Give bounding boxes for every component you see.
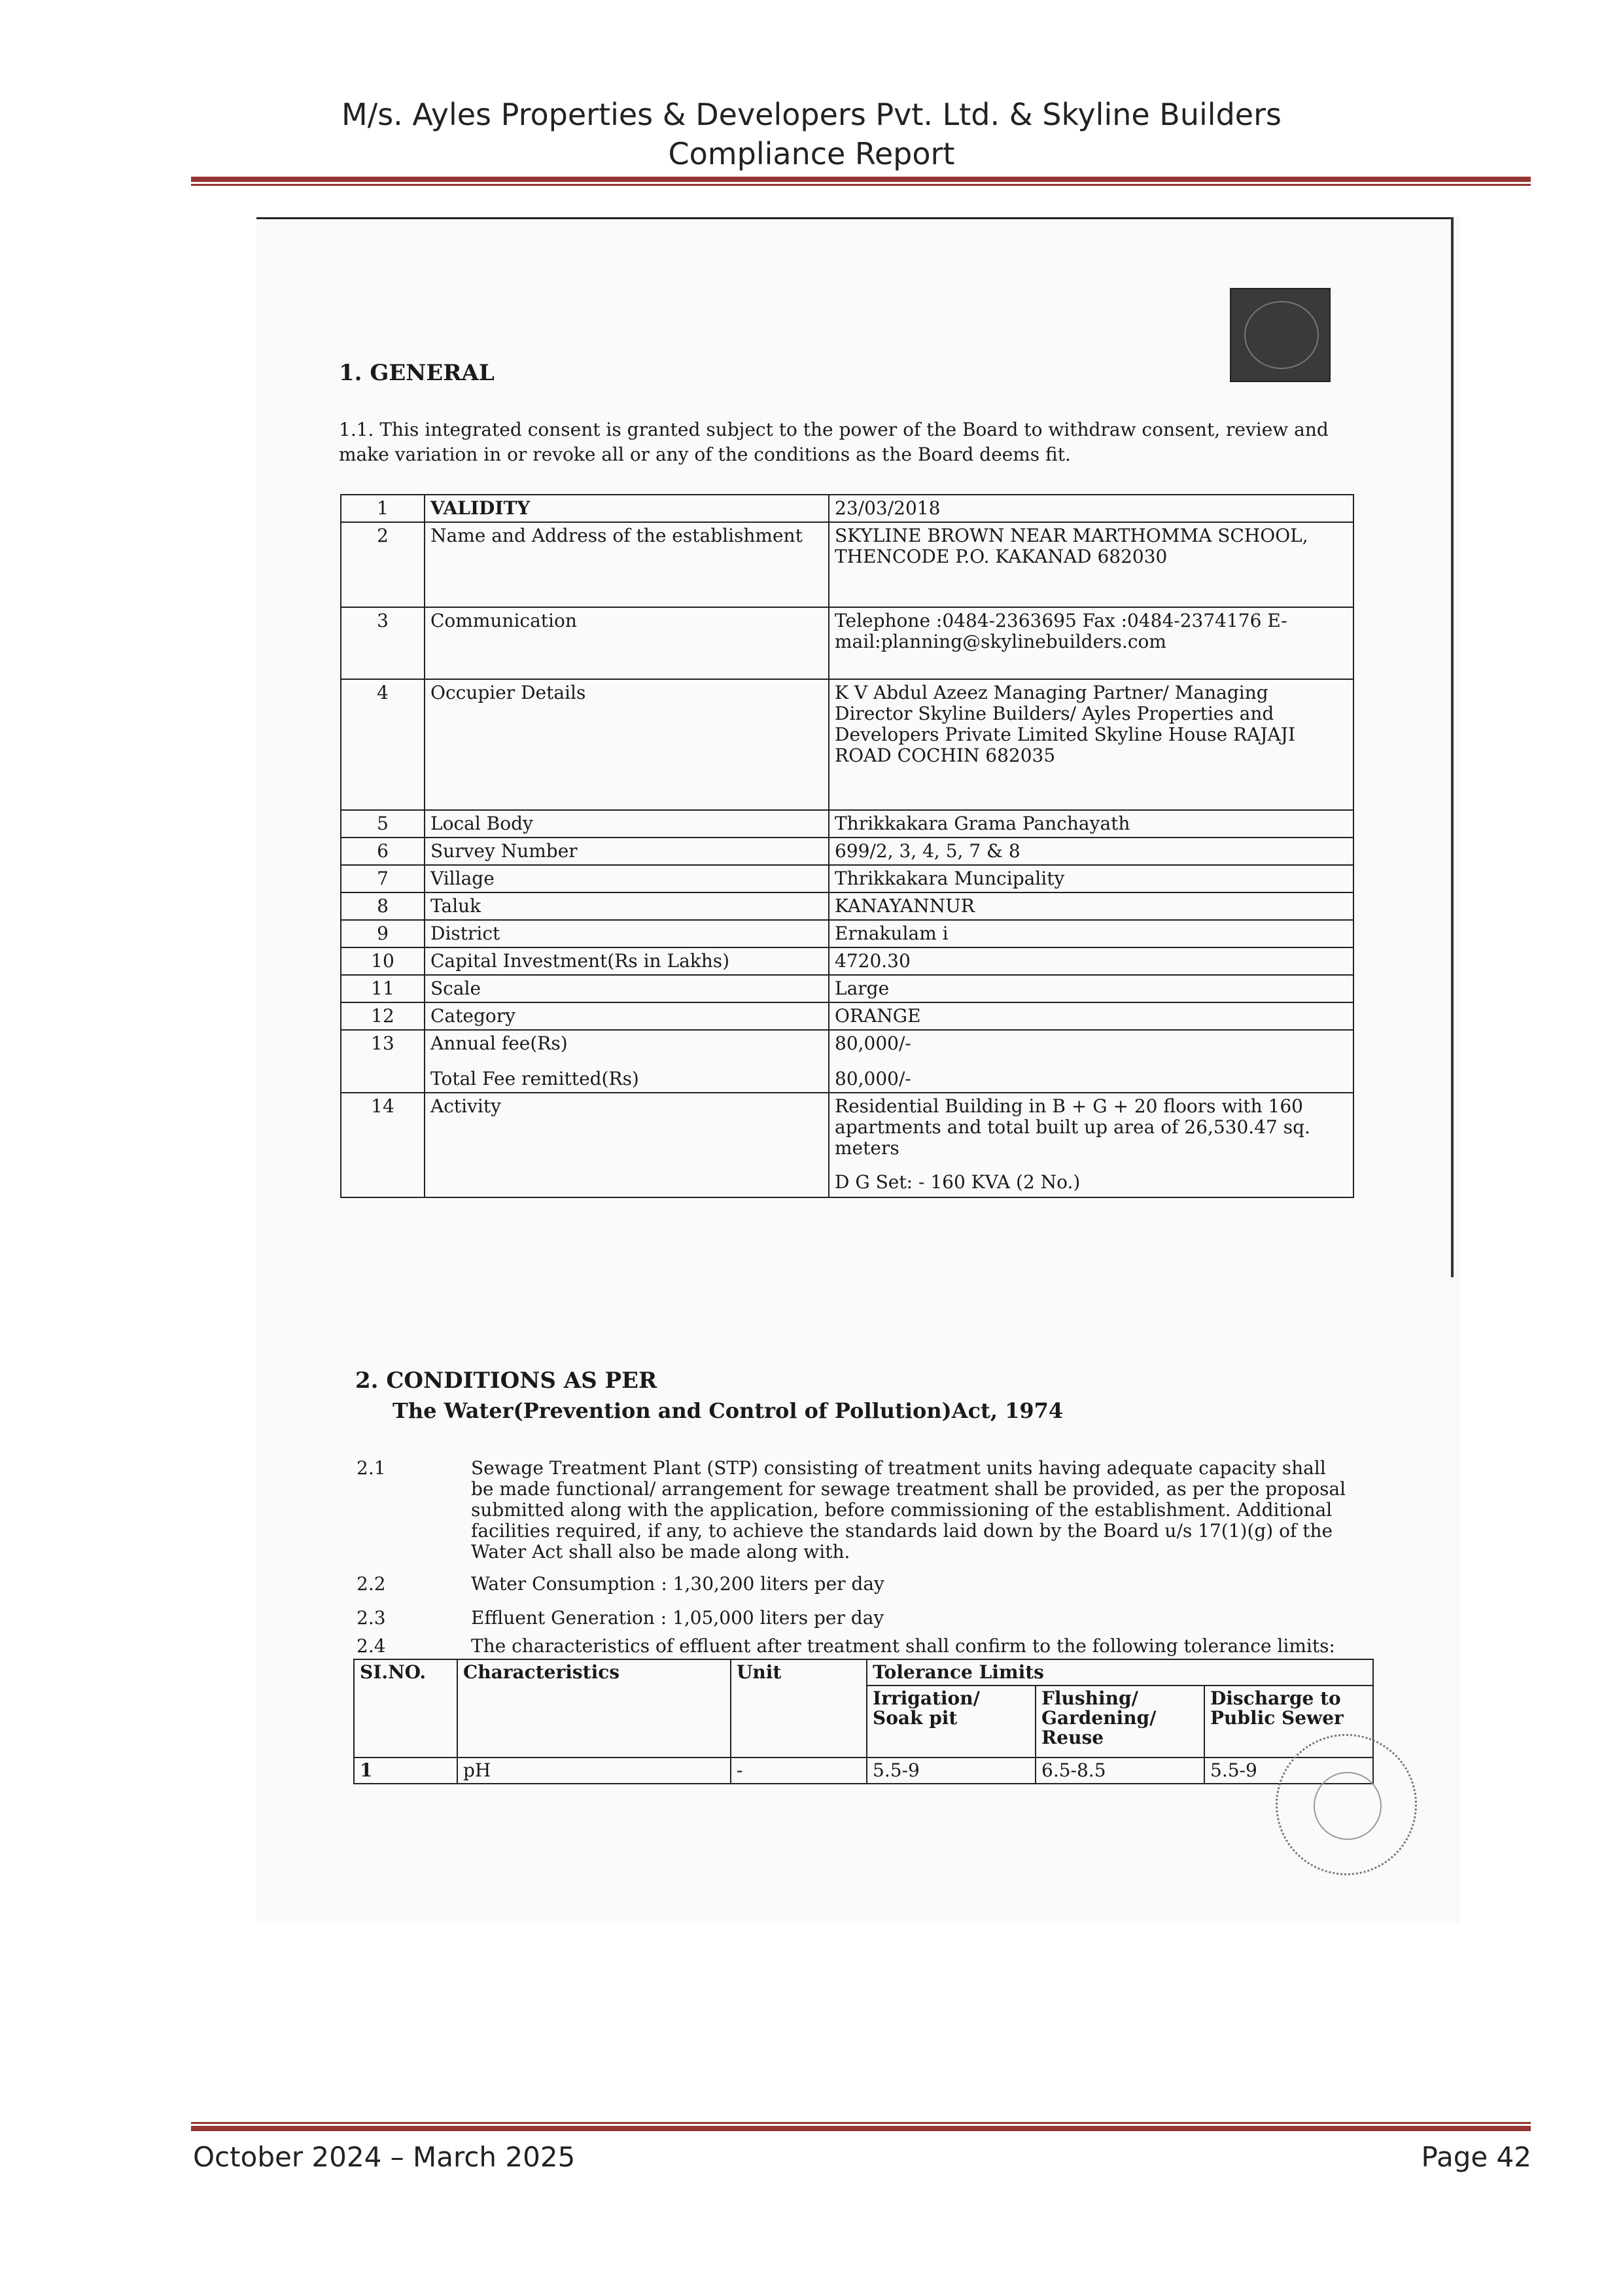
col-header-flushing: Flushing/ Gardening/ Reuse [1036,1686,1204,1757]
row-value: 4720.30 [829,947,1353,975]
report-header-title: M/s. Ayles Properties & Developers Pvt. Ltd. & Skyline Builders [341,97,1282,132]
table-row [341,975,1353,1002]
row-value: Telephone :0484-2363695 Fax :0484-2374176 E-mail:planning@skylinebuilders.com [829,607,1353,679]
row-number: 13 [341,1030,425,1093]
tolerance-limits-table [353,1659,1374,1784]
condition-item [357,1608,1364,1634]
row-value: KANAYANNUR [829,892,1353,920]
row-number: 6 [341,838,425,865]
row-value: Thrikkakara Muncipality [829,865,1353,892]
footer-period: October 2024 – March 2025 [193,2141,576,2173]
condition-item [357,1458,1364,1563]
row-value-pair [829,1093,1353,1197]
row-label-secondary: Total Fee remitted(Rs) [430,1068,639,1089]
row-number: 14 [341,1093,425,1197]
section-general-title: 1. GENERAL [339,360,495,386]
row-value: Large [829,975,1353,1002]
row-number: 8 [341,892,425,920]
scan-border-top [256,217,1454,219]
section-general-intro: 1.1. This integrated consent is granted subject to the power of the Board to withdraw consent, review and make variation in or revoke all or any of the conditions as the Board deems fit. [339,419,1329,465]
cell-flushing: 6.5-8.5 [1036,1757,1204,1784]
row-number: 3 [341,607,425,679]
row-label: Communication [425,607,829,679]
scan-border-right [1451,217,1454,1277]
row-label: Activity [425,1093,829,1197]
condition-text: Effluent Generation : 1,05,000 liters per day [471,1607,884,1629]
row-value-secondary: 80,000/- [835,1068,911,1089]
row-value: SKYLINE BROWN NEAR MARTHOMMA SCHOOL, THENCODE P.O. KAKANAD 682030 [829,522,1353,607]
table-row [354,1757,1373,1784]
row-label: Occupier Details [425,679,829,810]
row-label: VALIDITY [425,495,829,522]
table-row [341,522,1353,607]
cell-discharge: 5.5-9 [1204,1757,1373,1784]
table-row [341,495,1353,522]
row-value: Thrikkakara Grama Panchayath [829,810,1353,838]
cell-irrigation: 5.5-9 [867,1757,1036,1784]
row-number: 5 [341,810,425,838]
table-row [341,810,1353,838]
row-value-pair [829,1030,1353,1093]
board-seal-image [1230,288,1331,382]
col-header-unit: Unit [731,1659,867,1757]
table-header-row [354,1659,1373,1686]
row-number: 4 [341,679,425,810]
round-stamp-image [1276,1734,1417,1875]
row-label: Scale [425,975,829,1002]
row-number: 7 [341,865,425,892]
row-value: ORANGE [829,1002,1353,1030]
col-header-slno: SI.NO. [354,1659,457,1757]
row-value: 699/2, 3, 4, 5, 7 & 8 [829,838,1353,865]
row-value: 23/03/2018 [829,495,1353,522]
row-label: District [425,920,829,947]
row-label: Local Body [425,810,829,838]
condition-number: 2.2 [357,1573,386,1595]
col-header-irrigation: Irrigation/ Soak pit [867,1686,1036,1757]
section-conditions-subtitle: The Water(Prevention and Control of Pollution)Act, 1974 [393,1398,1064,1423]
condition-text: The characteristics of effluent after treatment shall confirm to the following tolerance limits: [471,1635,1335,1657]
condition-text: Sewage Treatment Plant (STP) consisting of treatment units having adequate capacity shall be made functional/ arrangement for sewage treatment shall be provided, as per the proposal submitted along with the application, before commissioning of the establishment. Additional facilities required, if any, to achieve the standards laid down by the Board u/s 17(1)(g) of the Water Act shall also be made along with. [471,1457,1346,1563]
table-row [341,1030,1353,1093]
row-value: Ernakulam i [829,920,1353,947]
row-label: Annual fee(Rs) [430,1033,568,1054]
row-label: Name and Address of the establishment [425,522,829,607]
table-row [341,865,1353,892]
footer-rule [191,2126,1531,2131]
report-header-subtitle: Compliance Report [668,136,955,171]
table-row [341,1002,1353,1030]
footer-rule-thin [191,2122,1531,2124]
col-header-characteristics: Characteristics [457,1659,731,1757]
condition-item [357,1636,1364,1662]
row-label-pair [425,1030,829,1093]
cell-slno: 1 [354,1757,457,1784]
row-value-secondary: D G Set: - 160 KVA (2 No.) [835,1171,1081,1193]
condition-number: 2.1 [357,1457,386,1479]
row-label: Category [425,1002,829,1030]
table-row [341,838,1353,865]
table-row [341,607,1353,679]
table-row [341,892,1353,920]
row-label: Taluk [425,892,829,920]
row-value: 80,000/- [835,1033,911,1054]
row-value: Residential Building in B + G + 20 floors with 160 apartments and total built up area of 26,530.47 sq. meters [835,1095,1310,1159]
footer-page-number: Page 42 [1421,2141,1531,2173]
row-number: 9 [341,920,425,947]
row-number: 12 [341,1002,425,1030]
header-rule [191,177,1531,182]
condition-item [357,1574,1364,1600]
consent-details-table [340,494,1354,1198]
section-conditions-title: 2. CONDITIONS AS PER [355,1368,657,1394]
row-number: 1 [341,495,425,522]
table-row [341,679,1353,810]
table-row [341,1093,1353,1197]
condition-text: Water Consumption : 1,30,200 liters per day [471,1573,884,1595]
cell-characteristic: pH [457,1757,731,1784]
row-label: Village [425,865,829,892]
condition-number: 2.4 [357,1635,386,1657]
table-row [341,947,1353,975]
table-row [341,920,1353,947]
cell-unit: - [731,1757,867,1784]
row-number: 11 [341,975,425,1002]
col-header-tolerance: Tolerance Limits [867,1659,1373,1686]
header-rule-thin [191,184,1531,186]
row-value: K V Abdul Azeez Managing Partner/ Managing Director Skyline Builders/ Ayles Properties and Developers Private Limited Skyline House RAJAJI ROAD COCHIN 682035 [829,679,1353,810]
row-label: Survey Number [425,838,829,865]
row-label: Capital Investment(Rs in Lakhs) [425,947,829,975]
row-number: 2 [341,522,425,607]
row-number: 10 [341,947,425,975]
col-header-discharge: Discharge to Public Sewer [1204,1686,1373,1757]
condition-number: 2.3 [357,1607,386,1629]
